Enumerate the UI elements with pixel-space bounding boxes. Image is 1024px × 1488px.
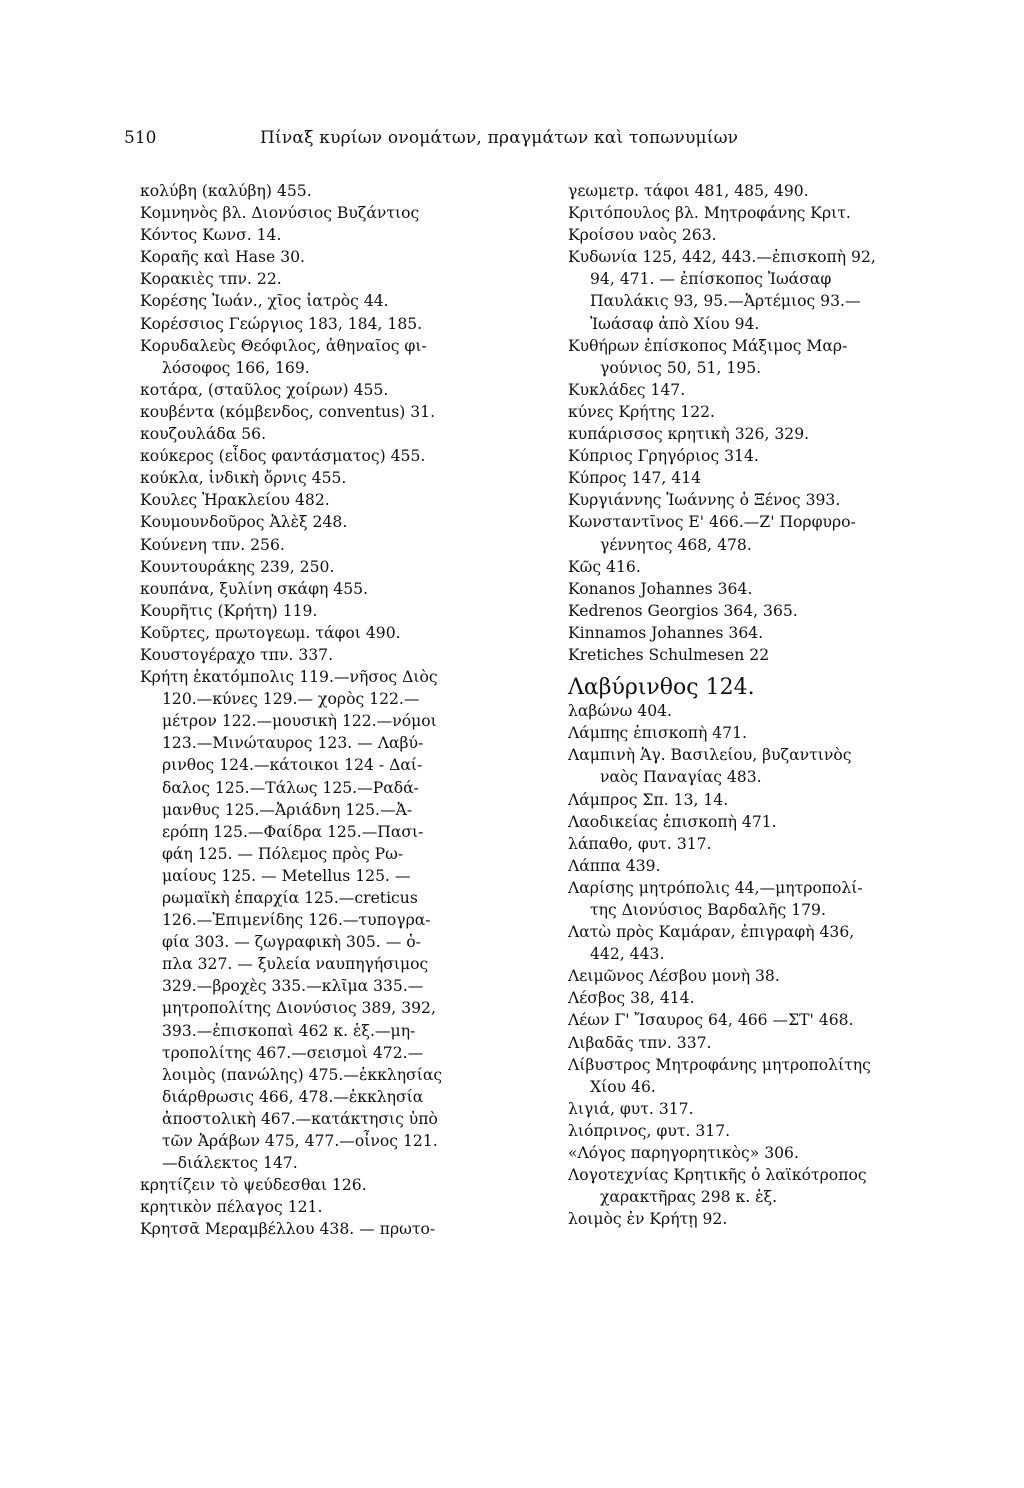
index-entry: Κροίσου ναὸς 263. <box>568 226 717 245</box>
section-initial-entry: Λαβύρινθος 124. <box>568 675 755 701</box>
index-entry: κουζουλάδα 56. <box>140 425 267 444</box>
index-entry: Λέσβος 38, 414. <box>568 989 695 1008</box>
index-entry: Κυκλάδες 147. <box>568 380 686 399</box>
index-entry: Kretiches Schulmesen 22 <box>568 645 770 664</box>
index-entry: Κουρῆτις (Κρήτη) 119. <box>140 601 318 620</box>
running-title: Πίναξ κυρίων ονομάτων, πραγμάτων καὶ τοπωνυμίων <box>260 128 739 148</box>
index-entry: λιόπρινος, φυτ. 317. <box>568 1121 731 1140</box>
index-entry: Κρήτη ἑκατόμπολις 119.—νῆσος Διὸς <box>140 668 438 687</box>
index-entry: Κορέσσιος Γεώργιος 183, 184, 185. <box>140 314 423 333</box>
index-entry-continuation: ρινθος 124.—κάτοικοι 124 - Δαί- <box>162 756 423 775</box>
index-column-left <box>140 180 540 1241</box>
index-entry: Kinnamos Johannes 364. <box>568 623 764 642</box>
index-entry: Kedrenos Georgios 364, 365. <box>568 601 798 620</box>
index-entry-continuation: 120.—κύνες 129.— χορὸς 122.— <box>162 690 420 709</box>
index-entry-continuation: διάρθρωσις 466, 478.—ἐκκλησία <box>162 1087 424 1106</box>
index-entry: Κόντος Κωνσ. 14. <box>140 226 282 245</box>
index-entry: κρητίζειν τὸ ψεύδεσθαι 126. <box>140 1176 367 1195</box>
index-entry-continuation: —διάλεκτος 147. <box>162 1154 298 1173</box>
index-entry: Κουστογέραχο τπν. 337. <box>140 645 334 664</box>
index-entry: Κούνενη τπν. 256. <box>140 535 285 554</box>
index-entry-continuation: 442, 443. <box>590 945 665 964</box>
index-entry-continuation: τροπολίτης 467.—σεισμοὶ 472.— <box>162 1043 424 1062</box>
index-entry: Λειμῶνος Λέσβου μονὴ 38. <box>568 967 780 986</box>
index-entry: λαβώνω 404. <box>568 702 673 721</box>
index-entry: Λιβαδᾶς τπν. 337. <box>568 1033 712 1052</box>
index-entry-continuation: λόσοφος 166, 169. <box>162 358 310 377</box>
index-entry: Κυδωνία 125, 442, 443.—ἐπισκοπὴ 92, <box>568 248 876 267</box>
index-entry: Κορέσης Ἰωάν., χῖος ἰατρὸς 44. <box>140 292 389 311</box>
index-entry: Λάμπρος Σπ. 13, 14. <box>568 790 729 809</box>
index-entry: Κουμουνδοῦρος Ἀλὲξ 248. <box>140 513 348 532</box>
index-entry-continuation: 393.—ἐπισκοπαὶ 462 κ. ἑξ.—μη- <box>162 1021 416 1040</box>
index-entry-continuation: 94, 471. — ἐπίσκοπος Ἰωάσαφ <box>590 270 832 289</box>
index-entry: Κουλες Ἡρακλείου 482. <box>140 491 330 510</box>
index-entry-continuation: γεωμετρ. τάφοι 481, 485, 490. <box>568 182 809 200</box>
index-entry-continuation: γούνιος 50, 51, 195. <box>600 358 762 377</box>
index-entry: λοιμὸς ἐν Κρήτῃ 92. <box>568 1210 728 1229</box>
index-entry: Κορυδαλεὺς Θεόφιλος, ἀθηναῖος φι- <box>140 336 427 355</box>
index-entry: Κομνηνὸς βλ. Διονύσιος Βυζάντιος <box>140 204 420 223</box>
index-entry: Konanos Johannes 364. <box>568 579 753 598</box>
index-entry-continuation: ρωμαϊκὴ ἐπαρχία 125.—creticus <box>162 889 418 907</box>
index-entry-continuation: Παυλάκις 93, 95.—Ἀρτέμιος 93.— <box>590 292 861 311</box>
index-entry <box>568 675 968 701</box>
index-entry: κρητικὸν πέλαγος 121. <box>140 1198 323 1217</box>
index-entry-continuation: χαρακτῆρας 298 κ. ἑξ. <box>600 1188 778 1207</box>
index-entry: Λογοτεχνίας Κρητικῆς ὁ λαϊκότροπος <box>568 1166 867 1185</box>
index-entry-continuation: 329.—βροχὲς 335.—κλῖμα 335.— <box>162 977 424 996</box>
index-entry: Λέων Γ' Ἴσαυρος 64, 466 —ΣΤ' 468. <box>568 1011 854 1030</box>
index-entry: Λαρίσης μητρόπολις 44,—μητροπολί- <box>568 878 863 897</box>
index-entry: Λάππα 439. <box>568 856 661 875</box>
index-entry: Κύπρος 147, 414 <box>568 469 702 488</box>
index-entry-continuation: μαίους 125. — Metellus 125. — <box>162 866 411 885</box>
index-entry: Κρητσᾶ Μεραμβέλλου 438. — πρωτο- <box>140 1220 436 1239</box>
index-entry-continuation: της Διονύσιος Βαρδαλῆς 179. <box>590 901 826 919</box>
index-entry: Κοῦρτες, πρωτογεωμ. τάφοι 490. <box>140 623 401 642</box>
index-entry-continuation: τῶν Ἀράβων 475, 477.—οἶνος 121. <box>162 1132 438 1151</box>
index-entry-continuation: δαλος 125.—Τάλως 125.—Ραδά- <box>162 778 419 797</box>
index-entry: Κύπριος Γρηγόριος 314. <box>568 447 759 466</box>
index-entry: κουπάνα, ξυλίνη σκάφη 455. <box>140 579 369 598</box>
index-entry-continuation: 123.—Μινώταυρος 123. — Λαβύ- <box>162 734 424 753</box>
index-entry: Λίβυστρος Μητροφάνης μητροπολίτης <box>568 1055 871 1074</box>
index-entry-continuation: φία 303. — ζωγραφικὴ 305. — ὁ- <box>162 933 421 952</box>
index-entry-continuation: γέννητος 468, 478. <box>600 535 752 554</box>
index-entry: κούκερος (εἶδος φαντάσματος) 455. <box>140 447 426 466</box>
index-entry: κύνες Κρήτης 122. <box>568 402 716 421</box>
page-number: 510 <box>124 128 157 148</box>
index-entry-continuation: ἀποστολικὴ 467.—κατάκτησις ὑπὸ <box>162 1109 438 1128</box>
index-entry-continuation: ερόπη 125.—Φαίδρα 125.—Πασι- <box>162 822 424 841</box>
index-entry: Κοραῆς καὶ Hase 30. <box>140 248 305 267</box>
index-entry: Κυργιάννης Ἰωάννης ὁ Ξένος 393. <box>568 491 841 510</box>
index-entry: Κορακιὲς τπν. 22. <box>140 270 282 289</box>
index-entry-continuation: Ἰωάσαφ ἀπὸ Χίου 94. <box>590 314 760 333</box>
index-entry-continuation: λοιμὸς (πανώλης) 475.—ἐκκλησίας <box>162 1065 443 1084</box>
index-entry: κολύβη (καλύβη) 455. <box>140 182 312 200</box>
index-entry-continuation: μέτρον 122.—μουσικὴ 122.—νόμοι <box>162 712 437 731</box>
index-entry: Κωνσταντῖνος Ε' 466.—Ζ' Πορφυρο- <box>568 513 856 532</box>
index-entry: Λαοδικείας ἐπισκοπὴ 471. <box>568 812 777 831</box>
index-entry: κυπάρισσος κρητικὴ 326, 329. <box>568 425 810 444</box>
index-column-right <box>568 180 968 1230</box>
index-entry: Κριτόπουλος βλ. Μητροφάνης Κριτ. <box>568 204 851 223</box>
index-entry: λιγιά, φυτ. 317. <box>568 1099 694 1118</box>
index-entry: Κυθήρων ἐπίσκοπος Μάξιμος Μαρ- <box>568 336 848 355</box>
index-entry: κουβέντα (κόμβενδος, conventus) 31. <box>140 402 436 421</box>
index-entry: Λατὼ πρὸς Καμάραν, ἐπιγραφὴ 436, <box>568 923 855 942</box>
index-entry-continuation: ναὸς Παναγίας 483. <box>600 768 762 787</box>
index-entry-continuation: πλα 327. — ξυλεία ναυπηγήσιμος <box>162 955 429 974</box>
index-entry: κοτάρα, (σταῦλος χοίρων) 455. <box>140 380 389 399</box>
index-entry: Λαμπινὴ Ἁγ. Βασιλείου, βυζαντινὸς <box>568 746 852 765</box>
index-entry-continuation: 126.—Ἐπιμενίδης 126.—τυπογρα- <box>162 911 431 930</box>
index-entry: λάπαθο, φυτ. 317. <box>568 834 712 853</box>
index-entry: Κουντουράκης 239, 250. <box>140 557 335 576</box>
index-entry: κούκλα, ἰνδικὴ ὄρνις 455. <box>140 469 347 488</box>
index-entry: Κῶς 416. <box>568 557 641 576</box>
index-entry-continuation: φάη 125. — Πόλεμος πρὸς Ρω- <box>162 844 404 863</box>
index-entry-continuation: μανθυς 125.—Ἀριάδνη 125.—Ἀ- <box>162 800 413 819</box>
index-entry: Λάμπης ἐπισκοπὴ 471. <box>568 724 747 743</box>
index-entry-continuation: μητροπολίτης Διονύσιος 389, 392, <box>162 999 436 1018</box>
index-entry: «Λόγος παρηγορητικὸς» 306. <box>568 1144 799 1163</box>
index-entry-continuation: Χίου 46. <box>590 1077 656 1096</box>
